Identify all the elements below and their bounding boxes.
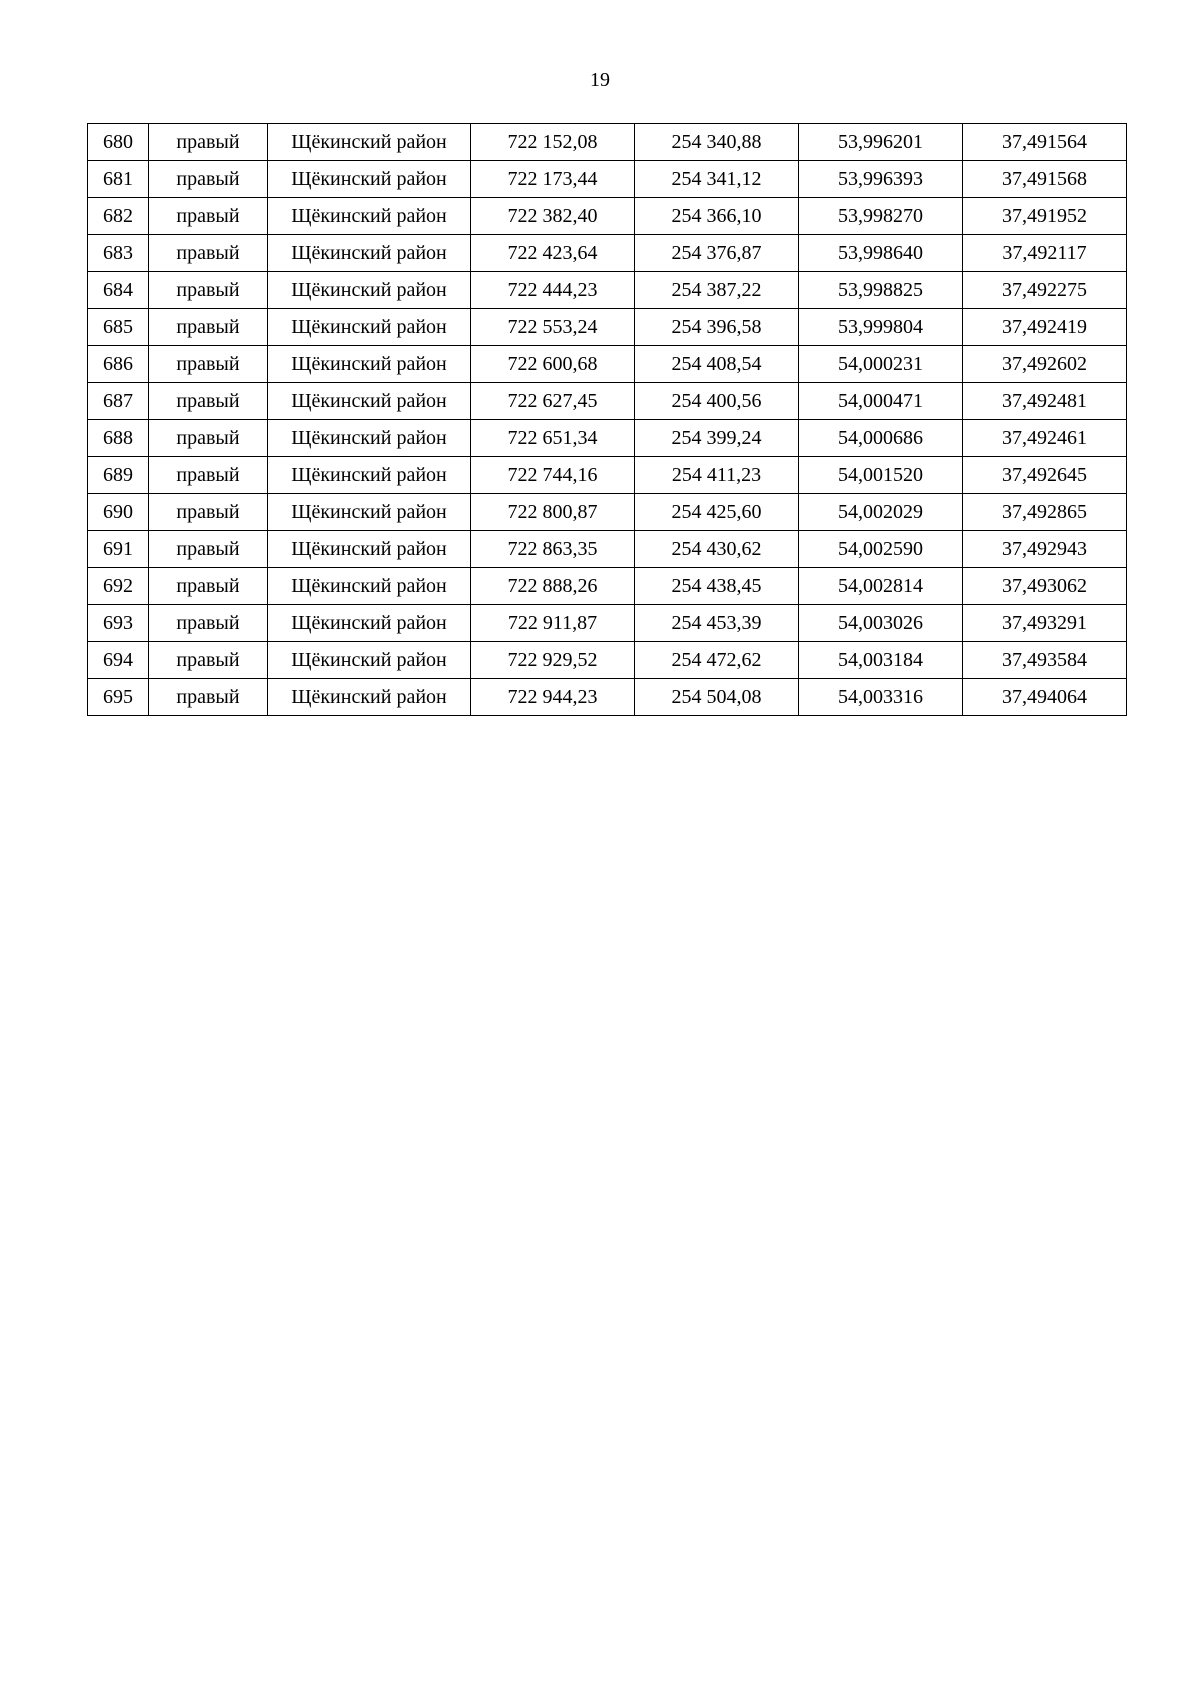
point-number-cell: 680 xyxy=(88,124,149,161)
table-row xyxy=(88,346,1127,383)
table-row xyxy=(88,198,1127,235)
table-row xyxy=(88,124,1127,161)
bank-side-cell: правый xyxy=(149,235,268,272)
y-coordinate-cell: 254 408,54 xyxy=(635,346,799,383)
x-coordinate-cell: 722 152,08 xyxy=(471,124,635,161)
district-cell: Щёкинский район xyxy=(268,494,471,531)
x-coordinate-cell: 722 444,23 xyxy=(471,272,635,309)
x-coordinate-cell: 722 423,64 xyxy=(471,235,635,272)
point-number-cell: 695 xyxy=(88,679,149,716)
district-cell: Щёкинский район xyxy=(268,124,471,161)
district-cell: Щёкинский район xyxy=(268,531,471,568)
longitude-cell: 37,493584 xyxy=(963,642,1127,679)
latitude-cell: 54,002814 xyxy=(799,568,963,605)
longitude-cell: 37,492481 xyxy=(963,383,1127,420)
latitude-cell: 54,000686 xyxy=(799,420,963,457)
latitude-cell: 53,998825 xyxy=(799,272,963,309)
table-row xyxy=(88,161,1127,198)
x-coordinate-cell: 722 627,45 xyxy=(471,383,635,420)
y-coordinate-cell: 254 425,60 xyxy=(635,494,799,531)
bank-side-cell: правый xyxy=(149,642,268,679)
bank-side-cell: правый xyxy=(149,198,268,235)
y-coordinate-cell: 254 376,87 xyxy=(635,235,799,272)
latitude-cell: 54,002590 xyxy=(799,531,963,568)
bank-side-cell: правый xyxy=(149,124,268,161)
bank-side-cell: правый xyxy=(149,161,268,198)
point-number-cell: 681 xyxy=(88,161,149,198)
longitude-cell: 37,493291 xyxy=(963,605,1127,642)
x-coordinate-cell: 722 863,35 xyxy=(471,531,635,568)
x-coordinate-cell: 722 600,68 xyxy=(471,346,635,383)
district-cell: Щёкинский район xyxy=(268,457,471,494)
latitude-cell: 54,003026 xyxy=(799,605,963,642)
bank-side-cell: правый xyxy=(149,679,268,716)
table-body xyxy=(88,124,1127,716)
longitude-cell: 37,491952 xyxy=(963,198,1127,235)
table-row xyxy=(88,272,1127,309)
longitude-cell: 37,492865 xyxy=(963,494,1127,531)
table-row xyxy=(88,531,1127,568)
district-cell: Щёкинский район xyxy=(268,642,471,679)
bank-side-cell: правый xyxy=(149,272,268,309)
point-number-cell: 686 xyxy=(88,346,149,383)
x-coordinate-cell: 722 929,52 xyxy=(471,642,635,679)
table-row xyxy=(88,309,1127,346)
point-number-cell: 683 xyxy=(88,235,149,272)
point-number-cell: 691 xyxy=(88,531,149,568)
x-coordinate-cell: 722 173,44 xyxy=(471,161,635,198)
latitude-cell: 54,003316 xyxy=(799,679,963,716)
latitude-cell: 53,996393 xyxy=(799,161,963,198)
y-coordinate-cell: 254 400,56 xyxy=(635,383,799,420)
latitude-cell: 54,001520 xyxy=(799,457,963,494)
point-number-cell: 684 xyxy=(88,272,149,309)
x-coordinate-cell: 722 651,34 xyxy=(471,420,635,457)
point-number-cell: 682 xyxy=(88,198,149,235)
y-coordinate-cell: 254 472,62 xyxy=(635,642,799,679)
table-row xyxy=(88,494,1127,531)
bank-side-cell: правый xyxy=(149,309,268,346)
latitude-cell: 54,000471 xyxy=(799,383,963,420)
district-cell: Щёкинский район xyxy=(268,161,471,198)
bank-side-cell: правый xyxy=(149,531,268,568)
latitude-cell: 53,998270 xyxy=(799,198,963,235)
x-coordinate-cell: 722 911,87 xyxy=(471,605,635,642)
latitude-cell: 53,999804 xyxy=(799,309,963,346)
longitude-cell: 37,492461 xyxy=(963,420,1127,457)
point-number-cell: 689 xyxy=(88,457,149,494)
y-coordinate-cell: 254 340,88 xyxy=(635,124,799,161)
y-coordinate-cell: 254 504,08 xyxy=(635,679,799,716)
bank-side-cell: правый xyxy=(149,568,268,605)
district-cell: Щёкинский район xyxy=(268,568,471,605)
x-coordinate-cell: 722 382,40 xyxy=(471,198,635,235)
point-number-cell: 690 xyxy=(88,494,149,531)
longitude-cell: 37,492275 xyxy=(963,272,1127,309)
table-row xyxy=(88,605,1127,642)
coordinates-table xyxy=(87,123,1127,716)
longitude-cell: 37,492943 xyxy=(963,531,1127,568)
y-coordinate-cell: 254 396,58 xyxy=(635,309,799,346)
longitude-cell: 37,494064 xyxy=(963,679,1127,716)
latitude-cell: 54,002029 xyxy=(799,494,963,531)
longitude-cell: 37,492419 xyxy=(963,309,1127,346)
table-row xyxy=(88,235,1127,272)
y-coordinate-cell: 254 411,23 xyxy=(635,457,799,494)
y-coordinate-cell: 254 453,39 xyxy=(635,605,799,642)
bank-side-cell: правый xyxy=(149,457,268,494)
x-coordinate-cell: 722 800,87 xyxy=(471,494,635,531)
y-coordinate-cell: 254 430,62 xyxy=(635,531,799,568)
x-coordinate-cell: 722 744,16 xyxy=(471,457,635,494)
y-coordinate-cell: 254 341,12 xyxy=(635,161,799,198)
point-number-cell: 694 xyxy=(88,642,149,679)
y-coordinate-cell: 254 399,24 xyxy=(635,420,799,457)
x-coordinate-cell: 722 944,23 xyxy=(471,679,635,716)
x-coordinate-cell: 722 553,24 xyxy=(471,309,635,346)
district-cell: Щёкинский район xyxy=(268,272,471,309)
bank-side-cell: правый xyxy=(149,383,268,420)
point-number-cell: 685 xyxy=(88,309,149,346)
point-number-cell: 687 xyxy=(88,383,149,420)
longitude-cell: 37,492645 xyxy=(963,457,1127,494)
bank-side-cell: правый xyxy=(149,420,268,457)
bank-side-cell: правый xyxy=(149,346,268,383)
y-coordinate-cell: 254 387,22 xyxy=(635,272,799,309)
table-row xyxy=(88,679,1127,716)
longitude-cell: 37,493062 xyxy=(963,568,1127,605)
district-cell: Щёкинский район xyxy=(268,679,471,716)
bank-side-cell: правый xyxy=(149,494,268,531)
district-cell: Щёкинский район xyxy=(268,346,471,383)
y-coordinate-cell: 254 438,45 xyxy=(635,568,799,605)
table-row xyxy=(88,383,1127,420)
longitude-cell: 37,491568 xyxy=(963,161,1127,198)
district-cell: Щёкинский район xyxy=(268,420,471,457)
longitude-cell: 37,491564 xyxy=(963,124,1127,161)
x-coordinate-cell: 722 888,26 xyxy=(471,568,635,605)
point-number-cell: 692 xyxy=(88,568,149,605)
latitude-cell: 53,998640 xyxy=(799,235,963,272)
longitude-cell: 37,492117 xyxy=(963,235,1127,272)
table-row xyxy=(88,457,1127,494)
y-coordinate-cell: 254 366,10 xyxy=(635,198,799,235)
point-number-cell: 688 xyxy=(88,420,149,457)
bank-side-cell: правый xyxy=(149,605,268,642)
district-cell: Щёкинский район xyxy=(268,383,471,420)
point-number-cell: 693 xyxy=(88,605,149,642)
longitude-cell: 37,492602 xyxy=(963,346,1127,383)
table-row xyxy=(88,642,1127,679)
latitude-cell: 53,996201 xyxy=(799,124,963,161)
table-row xyxy=(88,420,1127,457)
table-row xyxy=(88,568,1127,605)
latitude-cell: 54,003184 xyxy=(799,642,963,679)
district-cell: Щёкинский район xyxy=(268,605,471,642)
page-number: 19 xyxy=(590,69,610,91)
district-cell: Щёкинский район xyxy=(268,198,471,235)
district-cell: Щёкинский район xyxy=(268,309,471,346)
district-cell: Щёкинский район xyxy=(268,235,471,272)
latitude-cell: 54,000231 xyxy=(799,346,963,383)
